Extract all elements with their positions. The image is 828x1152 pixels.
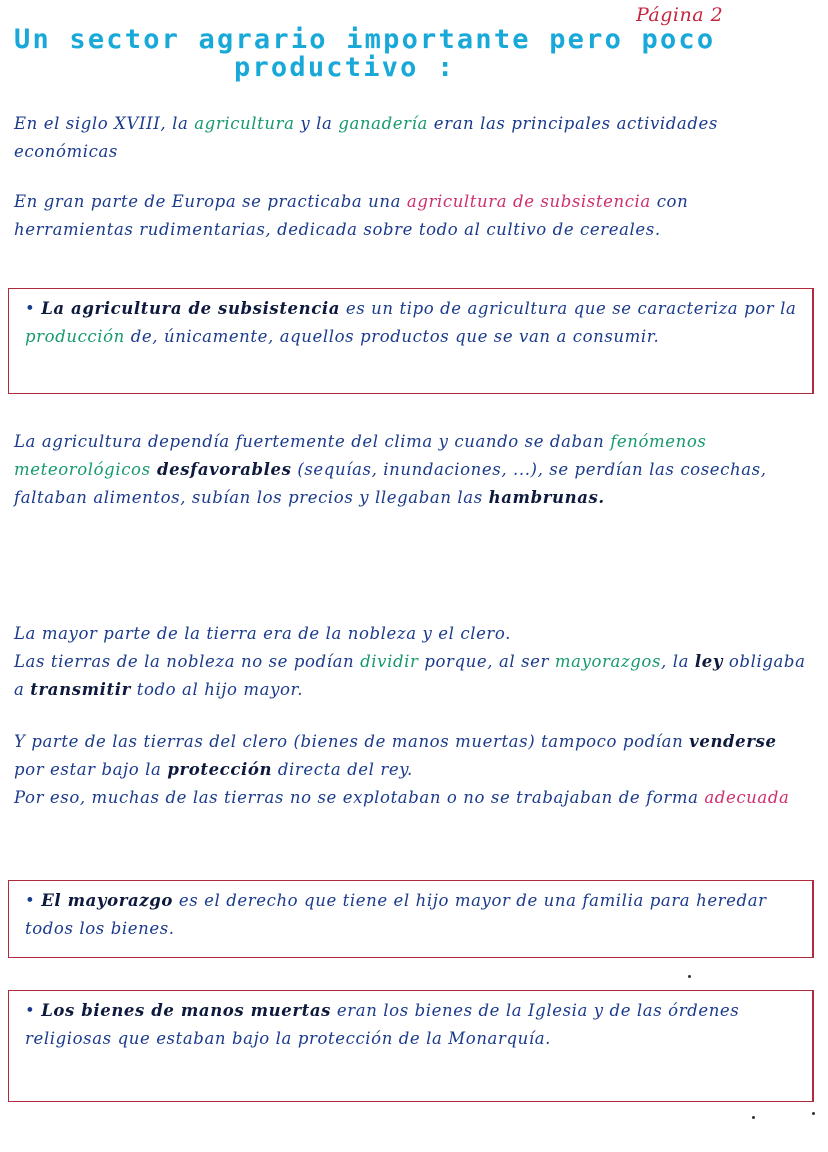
text-span: es un tipo de agricultura que se caracteriza por la (340, 299, 797, 318)
text-span: de, únicamente, aquellos productos que se van a consumir. (124, 327, 660, 346)
highlight-mayorazgos: mayorazgos (554, 652, 662, 671)
paragraph-land-ownership (14, 620, 806, 704)
paragraph-clergy-lands (14, 728, 806, 812)
highlight-produccion: producción (25, 327, 125, 346)
term: La agricultura de subsistencia (41, 299, 341, 318)
term: El mayorazgo (41, 891, 174, 910)
ink-dot (688, 975, 691, 978)
text-span: es el derecho que tiene el hijo mayor de una familia para heredar todos los bienes. (25, 891, 767, 938)
definition-box-subsistencia (8, 288, 814, 394)
title-line-2: productivo : (234, 52, 456, 83)
text-span: La mayor parte de la tierra era de la nobleza y el clero. (14, 624, 512, 643)
highlight-agricultura-subsistencia: agricultura de subsistencia (406, 192, 651, 211)
title-line-1: Un sector agrario importante pero poco (14, 24, 716, 55)
highlight-ley: ley (694, 652, 724, 671)
highlight-fenomenos: fenómenos meteorológicos (14, 432, 707, 479)
text-span: Y parte de las tierras del clero (bienes de manos muertas) tampoco podían (14, 732, 690, 751)
text-span: La agricultura dependía fuertemente del clima y cuando se daban (14, 432, 611, 451)
highlight-agricultura: agricultura (194, 114, 295, 133)
text-span: En gran parte de Europa se practicaba una (14, 192, 407, 211)
definition-text: • El mayorazgo es el derecho que tiene el hijo mayor de una familia para heredar todos los bienes. (25, 891, 767, 938)
text-span: eran los bienes de la Iglesia y de las órdenes religiosas que estaban bajo la protección de la Monarquía. (25, 1001, 740, 1048)
text-span: y la (294, 114, 339, 133)
paragraph-subsistence-agriculture (14, 188, 806, 244)
text-span: todo al hijo mayor. (130, 680, 304, 699)
term: Los bienes de manos muertas (41, 1001, 332, 1020)
highlight-venderse: venderse (689, 732, 777, 751)
definition-box-mayorazgo (8, 880, 814, 958)
paragraph-climate-dependency (14, 428, 806, 512)
highlight-proteccion: protección (167, 760, 273, 779)
ink-dot (752, 1116, 755, 1119)
page-title (14, 26, 774, 82)
text-span: En el siglo XVIII, la (14, 114, 195, 133)
ink-dot (812, 1112, 815, 1115)
highlight-hambrunas: hambrunas. (488, 488, 605, 507)
highlight-transmitir: transmitir (30, 680, 131, 699)
text-span: directa del rey. (272, 760, 413, 779)
definition-text: • Los bienes de manos muertas eran los bienes de la Iglesia y de las órdenes religiosas que estaban bajo la protección de la Monarquía. (25, 1001, 740, 1048)
highlight-desfavorables: desfavorables (150, 460, 292, 479)
text-span: Por eso, muchas de las tierras no se explotaban o no se trabajaban de forma (14, 788, 705, 807)
paragraph-economic-activities (14, 110, 806, 166)
highlight-dividir: dividir (360, 652, 419, 671)
text-span: por estar bajo la (14, 760, 168, 779)
definition-text: • La agricultura de subsistencia es un tipo de agricultura que se caracteriza por la producción de, únicamente, aquellos productos que se van a consumir. (25, 299, 797, 346)
text-span: obligaba a (14, 652, 806, 699)
highlight-ganaderia: ganadería (338, 114, 428, 133)
highlight-adecuada: adecuada (704, 788, 790, 807)
text-span: (sequías, inundaciones, ...), se perdían las cosechas, faltaban alimentos, subían los precios y llegaban las (14, 460, 767, 507)
definition-box-manos-muertas (8, 990, 814, 1102)
page-number: Página 2 (636, 4, 724, 26)
text-span: porque, al ser (418, 652, 555, 671)
text-span: , la (661, 652, 695, 671)
text-span: eran las principales actividades económicas (14, 114, 718, 161)
text-span: Las tierras de la nobleza no se podían (14, 652, 361, 671)
text-span: con herramientas rudimentarias, dedicada sobre todo al cultivo de cereales. (14, 192, 689, 239)
